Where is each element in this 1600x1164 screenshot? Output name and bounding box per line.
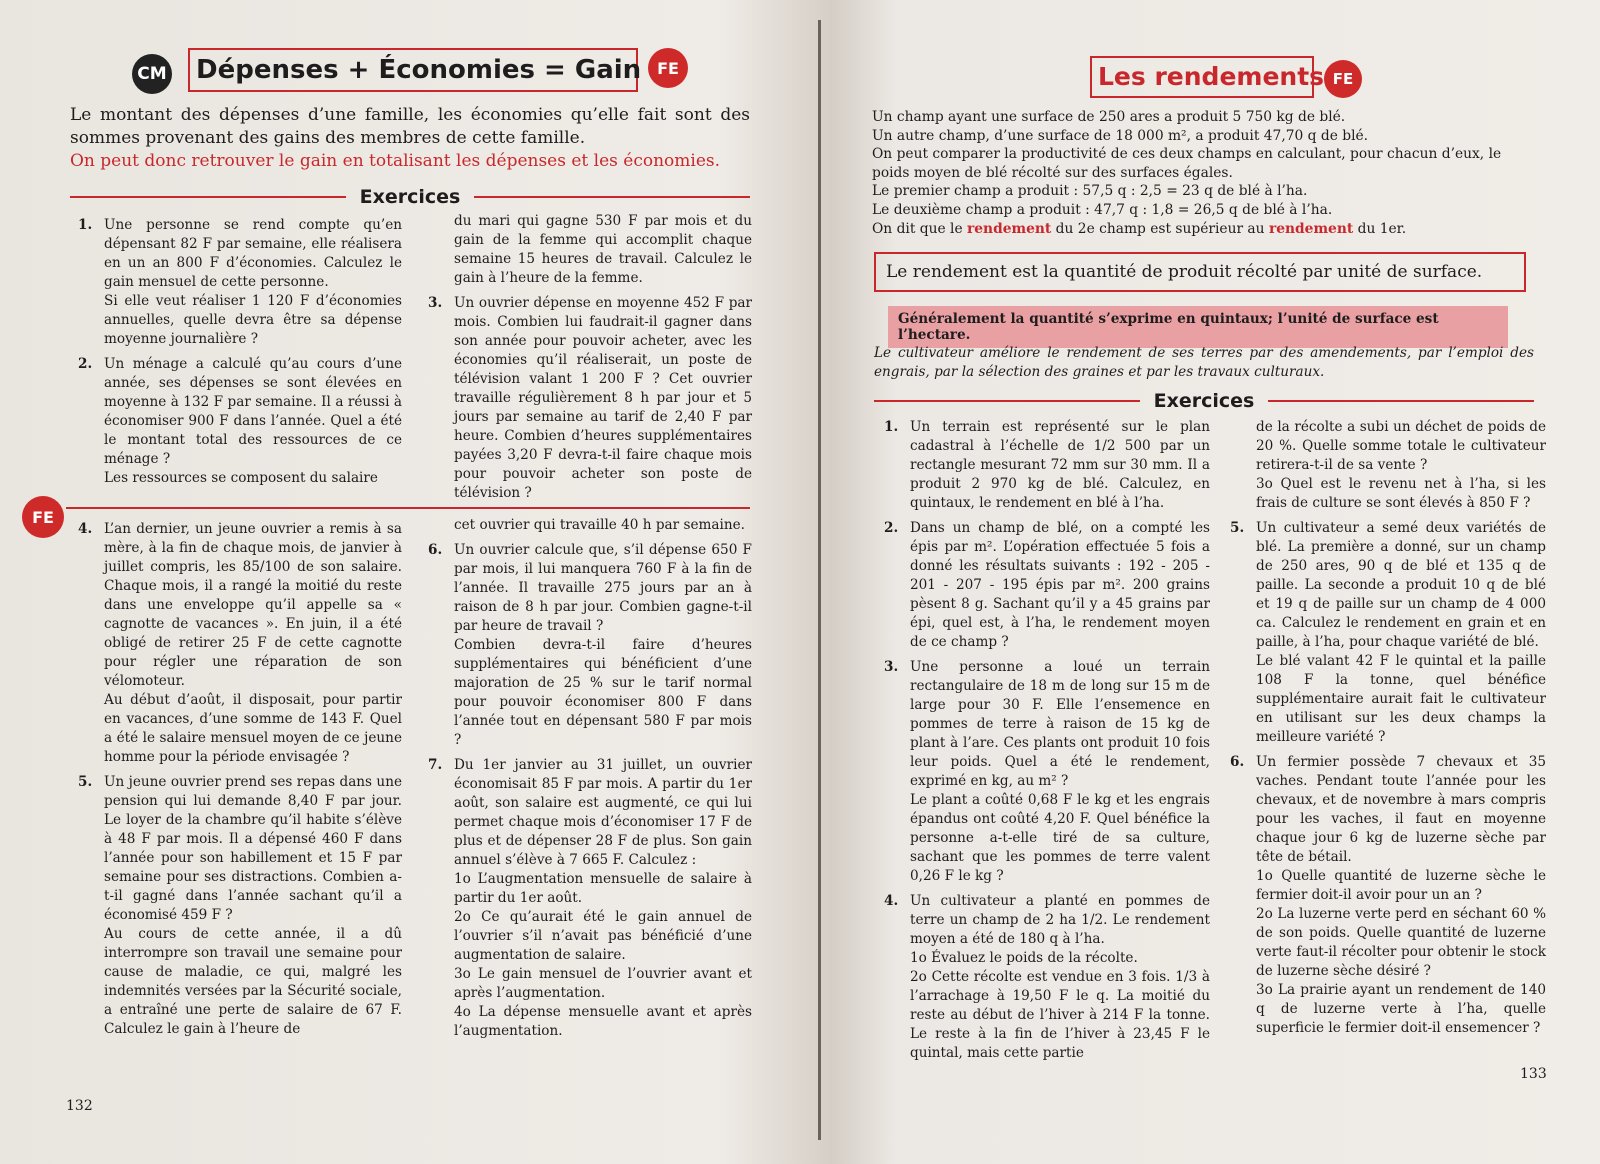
exercise-text: Un cultivateur a planté en pommes de terre un champ de 2 ha 1/2. Le rendement moyen a été de 180 q à l’ha.	[910, 893, 1210, 947]
section-divider	[66, 507, 750, 509]
exercise-text: 3o La prairie ayant un rendement de 140 q de luzerne verte à l’ha, quelle superficie le fermier doit-il ensemencer ?	[1256, 982, 1546, 1036]
exercise-item	[428, 294, 752, 503]
exercise-text: Au cours de cette année, il a dû interrompre son travail une semaine pour cause de maladie, ce qui, malgré les indemnités versées par la Sécurité sociale, a entraîné une perte de salaire de 67 F. Calculez le gain à l’heure de	[104, 926, 402, 1037]
italic-note: Le cultivateur améliore le rendement de ses terres par des amendements, par l’emploi des engrais, par la sélection des graines et par les travaux culturaux.	[874, 345, 1534, 380]
exercise-continuation: cet ouvrier qui travaille 40 h par semaine.	[454, 517, 745, 533]
exercise-text: Une personne a loué un terrain rectangulaire de 18 m de long sur 15 m de large pour 30 F. Elle l’ensemence en pommes de terre à raison de 15 kg de plant à l’are. Ces plants ont produit 10 fois leur poids. Quel a été le rendement, exprimé en kg, au m² ?	[910, 659, 1210, 789]
exercise-text: 3o Le gain mensuel de l’ouvrier avant et après l’augmentation.	[454, 966, 752, 1001]
exercise-number: 2.	[78, 356, 93, 372]
exercise-item	[1230, 753, 1546, 1038]
exercise-item	[78, 355, 402, 488]
exercise-item	[78, 216, 402, 349]
intro-block	[872, 108, 1532, 238]
exercise-number: 7.	[428, 757, 443, 773]
exercise-text: 4o La dépense mensuelle avant et après l’augmentation.	[454, 1004, 752, 1039]
page-title: Les rendements	[1090, 56, 1314, 98]
exercise-text: Au début d’août, il disposait, pour partir en vacances, d’une somme de 143 F. Quel a été le salaire mensuel moyen de ce jeune homme pour la période envisagée ?	[104, 692, 402, 765]
exercise-text: Dans un champ de blé, on a compté les épis par m². L’opération effectuée 5 fois a donné les résultats suivants : 192 - 205 - 201 - 207 - 195 épis par m². 200 grains pèsent 8 g. Sachant qu’il y a 45 grains par épi, quel est, à l’ha, le rendement moyen de ce champ ?	[910, 520, 1210, 650]
exercise-number: 4.	[884, 893, 899, 909]
exercise-text: 1o Quelle quantité de luzerne sèche le fermier doit-il avoir pour un an ?	[1256, 868, 1546, 903]
definition-box: Le rendement est la quantité de produit récolté par unité de surface.	[874, 252, 1526, 292]
exercise-column-2a	[428, 212, 752, 509]
exercise-text: Un terrain est représenté sur le plan cadastral à l’échelle de 1/2 500 par un rectangle mesurant 72 mm sur 30 mm. Il a produit 2 970 kg de blé. Calculez, en quintaux, le rendement en blé à l’ha.	[910, 419, 1210, 511]
exercise-text: Un ouvrier dépense en moyenne 452 F par mois. Combien lui faudrait-il gagner dans son année pour pouvoir acheter, avec les économies qu’il réaliserait, un poste de télévision valant 1 200 F ? Cet ouvrier travaille régulièrement 8 h par jour et 5 jours par semaine au tarif de 2,40 F par heure. Combien d’heures supplémentaires payées 3,20 F devra-t-il faire chaque mois pour pouvoir acheter son poste de télévision ?	[454, 295, 752, 501]
intro-line: On peut comparer la productivité de ces deux champs en calculant, pour chacun d’eux, le poids moyen de blé récolté sur des surfaces égales.	[872, 146, 1502, 181]
exercise-item	[428, 756, 752, 1041]
badge-cm: CM	[132, 54, 172, 94]
exercise-continuation: du mari qui gagne 530 F par mois et du gain de la femme qui accomplit chaque semaine 15 heures de travail. Calculez le gain à l’heure de la femme.	[454, 213, 752, 286]
exercise-item	[884, 658, 1210, 886]
exercise-text: L’an dernier, un jeune ouvrier a remis à sa mère, à la fin de chaque mois, de janvier à juillet compris, les 85/100 de son salaire. Chaque mois, il a rangé la moitié du reste dans une enveloppe qu’il appelle sa « cagnotte de vacances ». En juin, il a été obligé de retirer 25 F de cette cagnotte pour régler une réparation de son vélomoteur.	[104, 521, 402, 689]
exercise-text: 2o La luzerne verte perd en séchant 60 % de son poids. Quelle quantité de luzerne verte faut-il récolter pour obtenir le stock de luzerne sèche désiré ?	[1256, 906, 1546, 979]
exercices-heading	[70, 186, 750, 208]
exercise-number: 1.	[884, 419, 899, 435]
exercise-text: Les ressources se composent du salaire	[104, 470, 378, 486]
intro-text: Le montant des dépenses d’une famille, les économies qu’elle fait sont des sommes provenant des gains des membres de cette famille.	[70, 105, 750, 148]
exercise-text: 1o Évaluez le poids de la récolte.	[910, 950, 1138, 966]
intro-line: Un autre champ, d’une surface de 18 000 m², a produit 47,70 q de blé.	[872, 127, 1369, 144]
exercise-number: 3.	[428, 295, 443, 311]
page-number: 133	[1520, 1066, 1547, 1082]
rendement-keyword: rendement	[1268, 220, 1354, 237]
badge-fe: FE	[1324, 60, 1362, 98]
page-title: Dépenses + Économies = Gain	[188, 48, 638, 92]
exercise-item	[884, 892, 1210, 1063]
exercise-text: Le blé valant 42 F le quintal et la paille 108 F la tonne, quel bénéfice supplémentaire aurait fait le cultivateur en utilisant sur les deux champs la meilleure variété ?	[1256, 653, 1546, 745]
exercise-text: Un fermier possède 7 chevaux et 35 vaches. Pendant toute l’année pour les chevaux, et de novembre à mars compris pour les vaches, il faut en moyenne chaque jour 6 kg de luzerne sèche par tête de bétail.	[1256, 754, 1546, 865]
exercise-continuation: de la récolte a subi un déchet de poids de 20 %. Quelle somme totale le cultivateur retirera-t-il de sa vente ?	[1256, 419, 1546, 473]
exercise-text: Du 1er janvier au 31 juillet, un ouvrier économisait 85 F par mois. A partir du 1er août, son salaire est augmenté, ce qui lui permet chaque mois d’économiser 17 F de plus et de dépenser 28 F de plus. Son gain annuel s’élève à 7 665 F. Calculez :	[454, 757, 752, 868]
exercise-column-1b	[78, 520, 402, 1045]
exercices-heading-text: Exercices	[359, 186, 461, 208]
intro-line: Le premier champ a produit : 57,5 q : 2,5 = 23 q de blé à l’ha.	[872, 183, 1308, 200]
rendement-keyword: rendement	[967, 220, 1052, 237]
exercise-number: 5.	[1230, 520, 1245, 536]
badge-fe: FE	[648, 48, 688, 88]
exercise-text: 2o Cette récolte est vendue en 3 fois. 1/3 à l’arrachage à 19,50 F le q. La moitié du reste au début de l’hiver à 214 F la tonne. Le reste à la fin de l’hiver à 23,45 F le quintal, mais cette partie	[910, 969, 1210, 1061]
exercise-number: 1.	[78, 217, 93, 233]
intro-line: Un champ ayant une surface de 250 ares a produit 5 750 kg de blé.	[872, 109, 1346, 125]
exercise-text: Un ouvrier calcule que, s’il dépense 650 F par mois, il lui manquera 760 F à la fin de l’année. Il travaille 275 jours par an à raison de 8 h par jour. Combien gagne-t-il par heure de travail ?	[454, 542, 752, 634]
exercise-column-2b	[428, 516, 752, 1047]
side-badge-fe: FE	[22, 496, 64, 538]
exercise-item	[78, 520, 402, 767]
intro-block	[70, 104, 750, 173]
exercise-item	[78, 773, 402, 1039]
exercise-text: 2o Ce qu’aurait été le gain annuel de l’ouvrier s’il n’avait pas bénéficié d’une augmentation de salaire.	[454, 909, 752, 963]
exercise-column-2	[1230, 418, 1546, 1044]
page-number: 132	[66, 1098, 93, 1114]
exercise-item	[428, 541, 752, 750]
intro-line: Le deuxième champ a produit : 47,7 q : 1,8 = 26,5 q de blé à l’ha.	[872, 201, 1333, 218]
exercise-continuation: 3o Quel est le revenu net à l’ha, si les frais de culture se sont élevés à 850 F ?	[1256, 476, 1546, 511]
exercise-text: Si elle veut réaliser 1 120 F d’économies annuelles, quelle devra être sa dépense moyenne journalière ?	[104, 293, 402, 347]
exercise-column-1a	[78, 216, 402, 494]
exercise-text: Un jeune ouvrier prend ses repas dans une pension qui lui demande 8,40 F par jour. Le loyer de la chambre qu’il habite s’élève à 48 F par mois. Il a dépensé 460 F dans l’année pour son habillement et 15 F par semaine pour ses distractions. Combien a-t-il gagné dans l’année sachant qu’il a économisé 459 F ?	[104, 774, 402, 923]
exercise-number: 2.	[884, 520, 899, 536]
exercise-number: 5.	[78, 774, 93, 790]
exercise-number: 3.	[884, 659, 899, 675]
exercise-number: 4.	[78, 521, 93, 537]
exercise-number: 6.	[1230, 754, 1245, 770]
exercise-text: Le plant a coûté 0,68 F le kg et les engrais épandus ont coûté 4,20 F. Quel bénéfice la personne a-t-elle tiré de sa culture, sachant que les pommes de terre valent 0,26 F le kg ?	[910, 792, 1210, 884]
exercise-text: Un ménage a calculé qu’au cours d’une année, ses dépenses se sont élevées en moyenne à 132 F par semaine. Il a réussi à économiser 900 F dans l’année. Quel a été le montant total des ressources de ce ménage ?	[104, 356, 402, 467]
exercise-text: 1o L’augmentation mensuelle de salaire à partir du 1er août.	[454, 871, 752, 906]
exercise-text: Combien devra-t-il faire d’heures supplémentaires qui bénéficient d’une majoration de 25 % sur le tarif normal pour pouvoir économiser 800 F dans l’année tout en dépensant 580 F par mois ?	[454, 637, 752, 748]
intro-last-line: On dit que le rendement du 2e champ est supérieur au rendement du 1er.	[872, 220, 1407, 237]
book-gutter	[818, 20, 821, 1140]
exercise-text: Une personne se rend compte qu’en dépensant 82 F par semaine, elle réalisera en un an 800 F d’économies. Calculez le gain mensuel de cette personne.	[104, 217, 402, 290]
exercise-column-1	[884, 418, 1210, 1069]
exercise-item	[884, 519, 1210, 652]
exercices-heading-text: Exercices	[1153, 390, 1255, 412]
note-bar: Généralement la quantité s’exprime en quintaux; l’unité de surface est l’hectare.	[888, 306, 1508, 348]
exercise-item	[884, 418, 1210, 513]
right-page	[826, 0, 1600, 1164]
intro-highlight: On peut donc retrouver le gain en totalisant les dépenses et les économies.	[70, 151, 721, 171]
exercices-heading	[874, 390, 1534, 412]
exercise-number: 6.	[428, 542, 443, 558]
exercise-item	[1230, 519, 1546, 747]
exercise-text: Un cultivateur a semé deux variétés de blé. La première a donné, sur un champ de 250 ares, 90 q de blé et 135 q de paille. La seconde a produit 10 q de blé et 19 q de paille sur un champ de 4 000 ca. Calculez le rendement en grain et en paille, à l’ha, pour chaque variété de blé.	[1256, 520, 1546, 650]
